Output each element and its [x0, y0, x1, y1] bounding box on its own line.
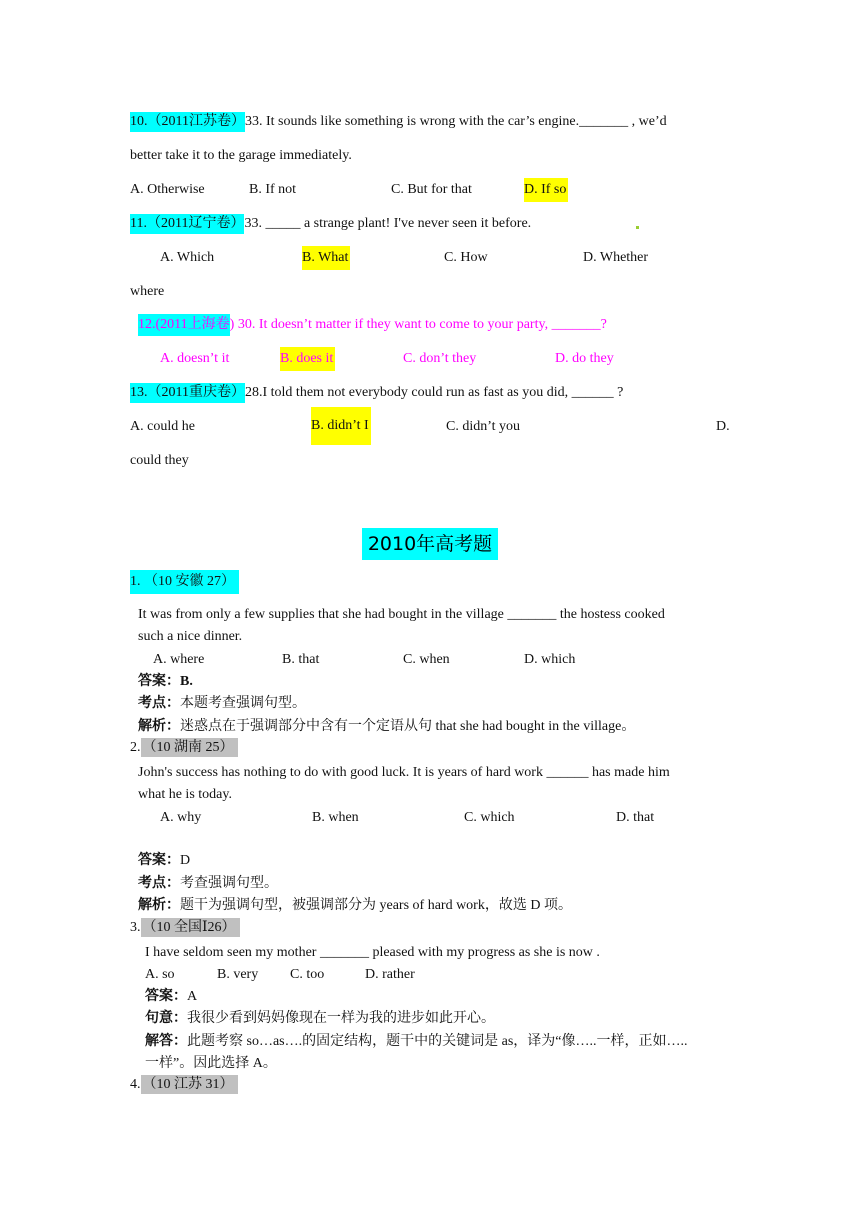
s3-meaning-text: 我很少看到妈妈像现在一样为我的进步如此开心。 — [187, 1011, 495, 1026]
s3-explain-line2: 一样”。因此选择 A。 — [145, 1056, 277, 1071]
s2-answer-value: D — [180, 853, 191, 868]
s2-answer — [138, 851, 190, 871]
question-10-source-tag: 10.（2011江苏卷） — [130, 112, 245, 132]
question-11-option-a: A. Which — [160, 250, 215, 265]
s1-analysis-label: 解析： — [138, 719, 180, 734]
s1-answer-label: 答案： — [138, 674, 180, 689]
s4-header — [130, 1075, 238, 1095]
s2-option-c: C. which — [464, 810, 515, 825]
s2-analysis-text: 题干为强调句型，被强调部分为 years of hard work，故选 D 项。 — [180, 898, 572, 913]
question-12-option-b: B. does it — [280, 347, 335, 371]
question-12-option-c: C. don’t they — [403, 351, 477, 366]
s3-explain-label: 解答： — [145, 1034, 187, 1049]
s3-option-c: C. too — [290, 967, 325, 982]
s2-answer-label: 答案： — [138, 853, 180, 868]
s2-number: 2. — [130, 740, 141, 755]
s2-analysis — [138, 896, 572, 916]
s1-source-tag: 1. （10 安徽 27） — [130, 570, 239, 594]
question-10-option-b: B. If not — [249, 182, 297, 197]
question-12-option-a: A. doesn’t it — [160, 351, 230, 366]
s1-point-label: 考点： — [138, 696, 180, 711]
question-10-option-d: D. If so — [524, 178, 568, 202]
s1-stem-line2: such a nice dinner. — [138, 629, 243, 644]
question-13-option-b: B. didn’t I — [311, 407, 371, 445]
question-12-stem: ) 30. It doesn’t matter if they want to come to your party, _______? — [229, 317, 607, 332]
question-13-option-d-wrap: could they — [130, 453, 189, 468]
s2-header — [130, 738, 238, 758]
question-11-option-d: D. Whether — [583, 250, 649, 265]
s2-point — [138, 874, 278, 894]
s1-analysis — [138, 717, 635, 737]
s3-answer — [145, 987, 197, 1007]
s3-option-d: D. rather — [365, 967, 415, 982]
s3-source-tag: （10 全国Ⅰ26） — [141, 918, 240, 937]
question-11-stem: 33. _____ a strange plant! I've never seen it before. — [244, 216, 532, 231]
question-10 — [130, 112, 667, 132]
question-10-option-a: A. Otherwise — [130, 182, 205, 197]
question-13-option-a: A. could he — [130, 419, 195, 434]
s1-analysis-text: 迷惑点在于强调部分中含有一个定语从句 that she had bought in the village。 — [180, 719, 636, 734]
s1-option-a: A. where — [153, 652, 205, 667]
s1-option-d: D. which — [524, 652, 576, 667]
s3-meaning-label: 句意： — [145, 1011, 187, 1026]
s2-stem-line1: John's success has nothing to do with good luck. It is years of hard work ______ has made him — [138, 765, 670, 780]
s1-option-c: C. when — [403, 652, 450, 667]
s3-answer-label: 答案： — [145, 989, 187, 1004]
s3-option-b: B. very — [217, 967, 259, 982]
s3-option-a: A. so — [145, 967, 175, 982]
question-11-option-c: C. How — [444, 250, 488, 265]
question-12-option-d: D. do they — [555, 351, 614, 366]
question-10-stem-continued: better take it to the garage immediately. — [130, 148, 352, 163]
s3-stem: I have seldom seen my mother _______ pleased with my progress as she is now . — [145, 945, 600, 960]
s2-option-b: B. when — [312, 810, 359, 825]
s1-option-b: B. that — [282, 652, 320, 667]
s1-point-text: 本题考查强调句型。 — [180, 696, 306, 711]
question-13 — [130, 383, 623, 403]
s3-header — [130, 918, 240, 938]
s4-source-tag: （10 江苏 31） — [141, 1075, 238, 1094]
question-10-stem: 33. It sounds like something is wrong with the car’s engine._______ , we’d — [244, 114, 667, 129]
s1-answer — [138, 672, 193, 692]
s3-number: 3. — [130, 920, 141, 935]
question-11-option-b: B. What — [302, 246, 350, 270]
s2-stem-line2: what he is today. — [138, 787, 232, 802]
question-13-option-d: D. — [716, 419, 730, 434]
marker-dot — [636, 226, 639, 229]
s4-number: 4. — [130, 1077, 141, 1092]
question-11-source-tag: 11.（2011辽宁卷） — [130, 214, 244, 234]
s2-option-a: A. why — [160, 810, 202, 825]
s3-answer-value: A — [187, 989, 198, 1004]
s1-stem-line1: It was from only a few supplies that she had bought in the village _______ the hostess cooked — [138, 607, 665, 622]
question-13-option-c: C. didn’t you — [446, 419, 521, 434]
s2-point-label: 考点： — [138, 876, 180, 891]
question-11-option-d-wrap: where — [130, 284, 165, 299]
question-11 — [130, 214, 531, 234]
question-12-source-tag: 12.(2011上海卷 — [138, 314, 230, 336]
s2-point-text: 考查强调句型。 — [180, 876, 278, 891]
s1-answer-value: B. — [180, 674, 193, 689]
s2-option-d: D. that — [616, 810, 655, 825]
s2-source-tag: （10 湖南 25） — [141, 738, 238, 757]
question-10-option-c: C. But for that — [391, 182, 472, 197]
question-12 — [138, 315, 607, 335]
s3-explain-line1 — [145, 1032, 688, 1052]
question-13-source-tag: 13.（2011重庆卷） — [130, 383, 245, 403]
s3-explain-text: 此题考察 so…as….的固定结构，题干中的关键词是 as，译为“像…..一样，正如….. — [187, 1034, 688, 1049]
question-13-stem: 28.I told them not everybody could run as fast as you did, ______ ? — [244, 385, 624, 400]
s3-meaning — [145, 1009, 495, 1029]
s2-analysis-label: 解析： — [138, 898, 180, 913]
section-heading: 2010年高考题 — [362, 528, 498, 560]
s1-point — [138, 694, 306, 714]
